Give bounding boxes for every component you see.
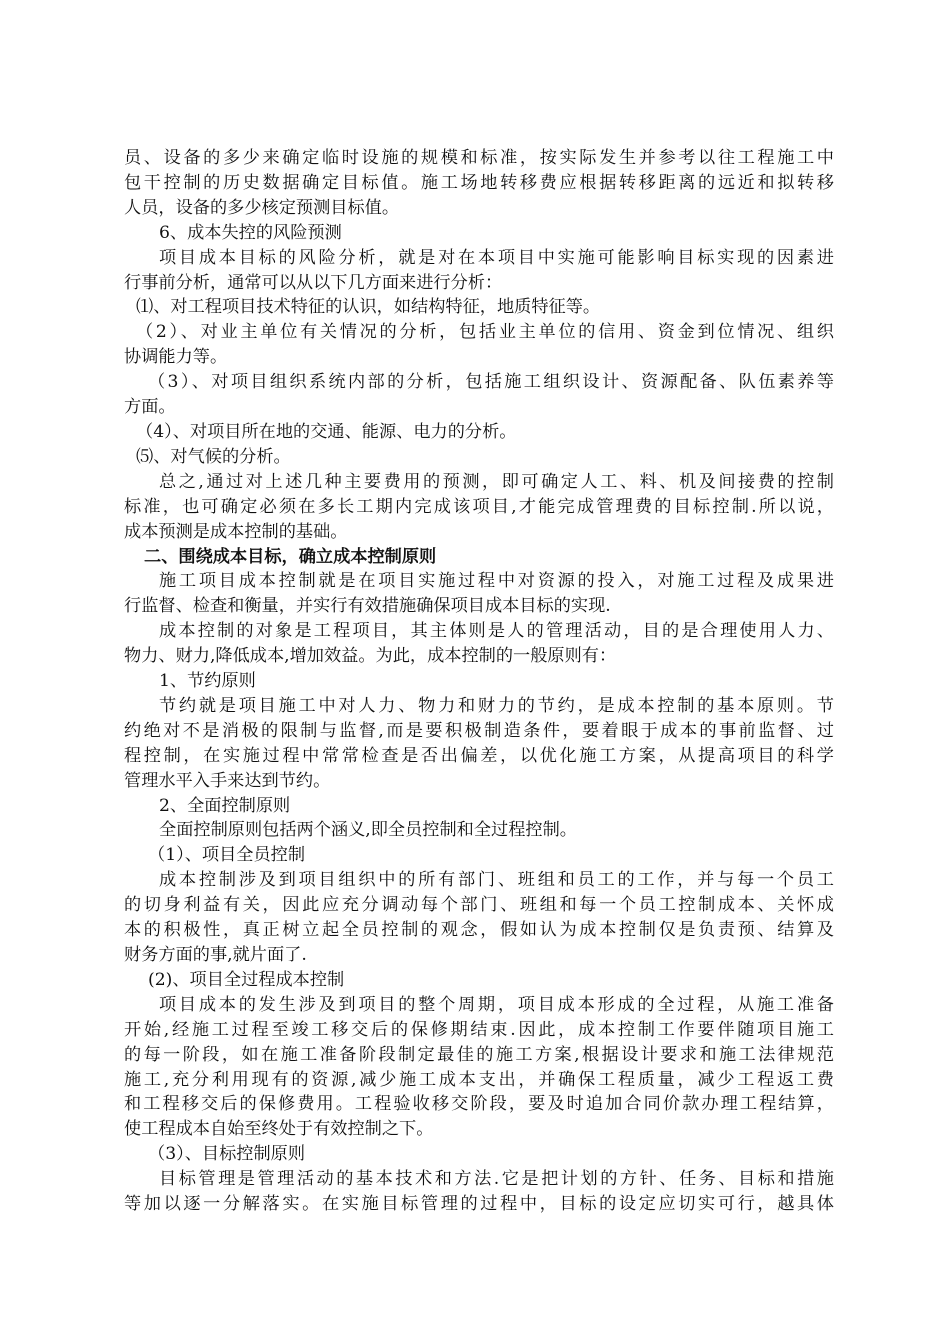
text-line: （1）、项目全员控制 (148, 845, 306, 866)
text-line: 财务方面的事,就片面了. (124, 945, 307, 965)
text-line: 行事前分析，通常可以从以下几方面来进行分析： (124, 272, 503, 293)
document-body (124, 146, 834, 1217)
text-line: 标准，也可确定必须在多长工期内完成该项目,才能完成管理费的目标控制.所以说， (124, 496, 834, 517)
text-line: 员、设备的多少来确定临时设施的规模和标准，按实际发生并参考以往工程施工中 (124, 148, 834, 168)
text-line: ⑴、对工程项目技术特征的认识，如结构特征，地质特征等。 (136, 297, 601, 318)
text-line: 协调能力等。 (124, 347, 228, 368)
text-line: 施工,充分利用现有的资源,减少施工成本支出，并确保工程质量，减少工程返工费 (124, 1069, 834, 1090)
text-line: 2、全面控制原则 (159, 795, 291, 816)
text-line: (2)、项目全过程成本控制 (148, 969, 345, 990)
section-heading: 二、围绕成本目标，确立成本控制原则 (144, 546, 437, 567)
text-line: 项目成本目标的风险分析，就是对在本项目中实施可能影响目标实现的因素进 (159, 247, 834, 268)
text-line: 本的积极性，真正树立起全员控制的观念，假如认为成本控制仅是负责预、结算及 (124, 920, 834, 941)
text-line: （4）、对项目所在地的交通、能源、电力的分析。 (136, 421, 517, 442)
text-line: 和工程移交后的保修费用。工程验收移交阶段，要及时追加合同价款办理工程结算， (124, 1094, 834, 1115)
text-line: 的切身利益有关，因此应充分调动每个部门、班组和每一个员工控制成本、关怀成 (124, 895, 834, 916)
text-line: 程控制，在实施过程中常常检查是否出偏差，以优化施工方案，从提高项目的科学 (124, 745, 834, 766)
text-line: 物力、财力,降低成本,增加效益。为此，成本控制的一般原则有： (124, 646, 617, 667)
text-line: 总之,通过对上述几种主要费用的预测，即可确定人工、料、机及间接费的控制 (159, 471, 834, 492)
text-line: （2）、对业主单位有关情况的分析，包括业主单位的信用、资金到位情况、组织 (136, 322, 834, 343)
text-line: 行监督、检查和衡量，并实行有效措施确保项目成本目标的实现. (124, 596, 611, 617)
text-line: 节约就是项目施工中对人力、物力和财力的节约，是成本控制的基本原则。节 (159, 695, 834, 716)
text-line: 全面控制原则包括两个涵义,即全员控制和全过程控制。 (159, 820, 577, 841)
text-line: 使工程成本自始至终处于有效控制之下。 (124, 1119, 434, 1140)
text-line: 的每一阶段，如在施工准备阶段制定最佳的施工方案,根据设计要求和施工法律规范 (124, 1044, 834, 1065)
text-line: 6、成本失控的风险预测 (159, 222, 342, 243)
text-line: 包干控制的历史数据确定目标值。施工场地转移费应根据转移距离的远近和拟转移 (124, 172, 834, 193)
text-line: （3）、目标控制原则 (148, 1144, 306, 1165)
text-line: 施工项目成本控制就是在项目实施过程中对资源的投入，对施工过程及成果进 (159, 571, 834, 592)
text-line: 管理水平入手来达到节约。 (124, 770, 331, 791)
text-line: 方面。 (124, 397, 176, 418)
text-line: 1、节约原则 (159, 671, 256, 692)
text-line: ⑸、对气候的分析。 (136, 446, 291, 467)
text-line: 成本预测是成本控制的基础。 (124, 521, 348, 542)
text-line: 项目成本的发生涉及到项目的整个周期，项目成本形成的全过程，从施工准备 (159, 994, 834, 1015)
text-line: 人员，设备的多少核定预测目标值。 (124, 197, 400, 218)
text-line: 开始,经施工过程至竣工移交后的保修期结束.因此，成本控制工作要伴随项目施工 (124, 1019, 834, 1040)
text-line: （3）、对项目组织系统内部的分析，包括施工组织设计、资源配备、队伍素养等 (148, 372, 834, 393)
text-line: 成本控制涉及到项目组织中的所有部门、班组和员工的工作，并与每一个员工 (159, 870, 834, 891)
text-line: 等加以逐一分解落实。在实施目标管理的过程中，目标的设定应切实可行，越具体 (124, 1194, 834, 1215)
text-line: 目标管理是管理活动的基本技术和方法.它是把计划的方针、任务、目标和措施 (159, 1169, 834, 1190)
text-line: 约绝对不是消极的限制与监督,而是要积极制造条件，要着眼于成本的事前监督、过 (124, 720, 834, 741)
text-line: 成本控制的对象是工程项目，其主体则是人的管理活动，目的是合理使用人力、 (159, 621, 834, 642)
